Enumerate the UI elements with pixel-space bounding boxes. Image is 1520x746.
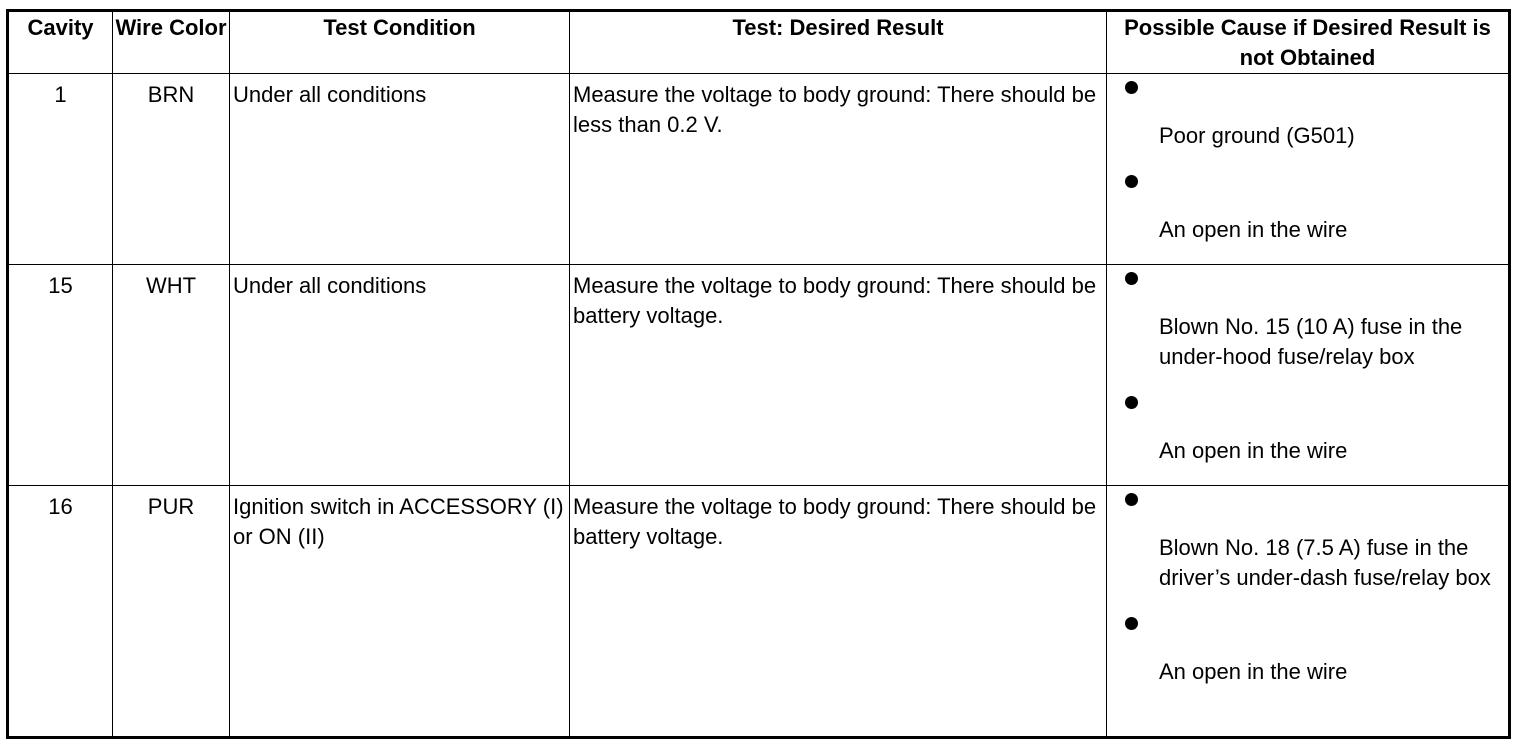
cause-text: Poor ground (G501) — [1159, 123, 1355, 148]
desired-result: Measure the voltage to body ground: There should be battery voltage. — [573, 273, 1097, 328]
cavity-cell — [8, 486, 113, 738]
desired-result: Measure the voltage to body ground: There should be battery voltage. — [573, 494, 1097, 549]
cause-text: Blown No. 15 (10 A) fuse in the under-hood fuse/relay box — [1159, 314, 1463, 369]
desired-result: Measure the voltage to body ground: There should be less than 0.2 V. — [573, 82, 1097, 137]
header-possible-cause: Possible Cause if Desired Result is not Obtained — [1107, 11, 1510, 74]
cavity-number: 16 — [48, 494, 73, 519]
cavity-number: 1 — [54, 82, 67, 107]
cause-item — [1159, 610, 1508, 687]
header-desired-result: Test: Desired Result — [570, 11, 1107, 74]
cause-item — [1159, 265, 1508, 372]
cause-item — [1159, 74, 1508, 151]
test-condition: Under all conditions — [233, 273, 427, 298]
cause-text: Blown No. 18 (7.5 A) fuse in the driver’s under-dash fuse/relay box — [1159, 535, 1491, 590]
test-condition: Ignition switch in ACCESSORY (I) or ON (II) — [233, 494, 564, 549]
desired-result-cell — [570, 74, 1107, 265]
cause-text: An open in the wire — [1159, 438, 1348, 463]
bullet-icon — [1125, 272, 1138, 285]
cause-item — [1159, 168, 1508, 245]
table-row — [8, 486, 1510, 738]
cause-text: An open in the wire — [1159, 217, 1348, 242]
troubleshooting-table — [6, 9, 1511, 739]
cause-text: An open in the wire — [1159, 659, 1348, 684]
cause-list — [1107, 265, 1508, 466]
bullet-icon — [1125, 493, 1138, 506]
desired-result-cell — [570, 486, 1107, 738]
possible-cause-cell — [1107, 265, 1510, 486]
wire-color-cell — [113, 74, 230, 265]
table-row — [8, 74, 1510, 265]
test-condition-cell — [230, 486, 570, 738]
cause-item — [1159, 486, 1508, 593]
cause-list — [1107, 74, 1508, 245]
bullet-icon — [1125, 396, 1138, 409]
possible-cause-cell — [1107, 486, 1510, 738]
test-condition-cell — [230, 74, 570, 265]
desired-result-cell — [570, 265, 1107, 486]
wire-color-cell — [113, 265, 230, 486]
bullet-icon — [1125, 81, 1138, 94]
wire-color-cell — [113, 486, 230, 738]
wire-color: PUR — [147, 494, 195, 519]
test-condition-cell — [230, 265, 570, 486]
wire-color: BRN — [147, 82, 195, 107]
cavity-cell — [8, 265, 113, 486]
header-wire-color: Wire Color — [113, 11, 230, 74]
cause-list — [1107, 486, 1508, 687]
table-row — [8, 265, 1510, 486]
bullet-icon — [1125, 617, 1138, 630]
cause-item — [1159, 389, 1508, 466]
table-header-row — [8, 11, 1510, 74]
header-cavity: Cavity — [8, 11, 113, 74]
possible-cause-cell — [1107, 74, 1510, 265]
bullet-icon — [1125, 175, 1138, 188]
header-test-condition: Test Condition — [230, 11, 570, 74]
cavity-cell — [8, 74, 113, 265]
cavity-number: 15 — [48, 273, 73, 298]
test-condition: Under all conditions — [233, 82, 427, 107]
wire-color: WHT — [145, 273, 197, 298]
